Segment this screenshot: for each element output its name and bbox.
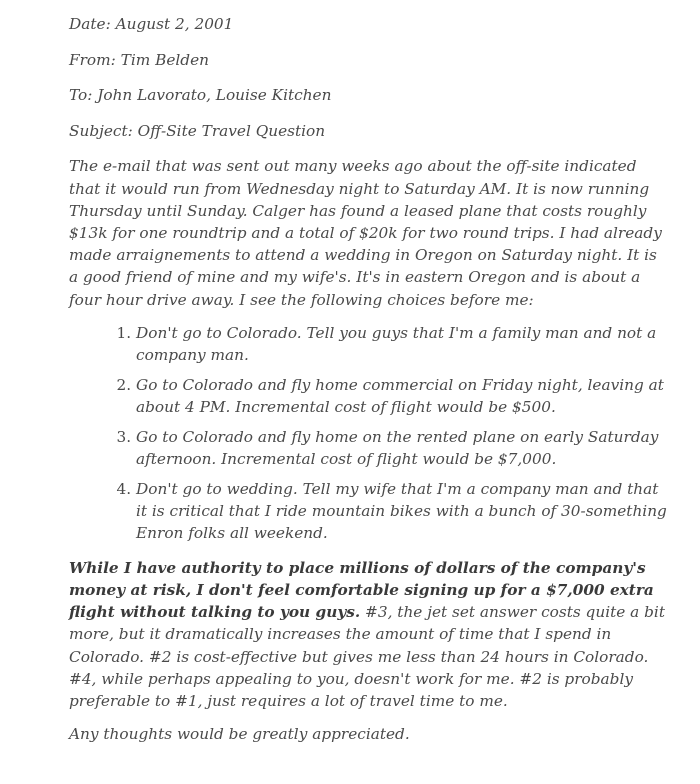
from-line: From: Tim Belden bbox=[69, 50, 210, 69]
list-item: 2. Go to Colorado and fly home commercial on Friday night, leaving at about 4 PM. Incremental cost of flight would be $500. bbox=[136, 374, 670, 418]
choices-list bbox=[69, 322, 670, 545]
closing-paragraph: Any thoughts would be greatly appreciated. bbox=[69, 725, 410, 744]
emphasis-text: While I have authority to place millions of dollars of the company's money at risk, I don't feel comfortable signing up for a $7,000 extra flight without talking to you guys. bbox=[69, 558, 654, 622]
date-line: Date: August 2, 2001 bbox=[69, 15, 234, 33]
intro-paragraph: The e-mail that was sent out many weeks ago about the off-site indicated that it would run from Wednesday night to Saturday AM. It is now running Thursday until Sunday. Calger has found a leased plane that costs roughly $13k for one roundtrip and a total of $20k for two round trips. I had already made arraignements to attend a wedding in Oregon on Saturday night. It is a good friend of mine and my wife's. It's in eastern Oregon and is about a four hour drive away. I see the following choices before me: bbox=[69, 157, 662, 309]
list-item: 4. Don't go to wedding. Tell my wife that I'm a company man and that it is critical that I ride mountain bikes with a bunch of 30-something Enron folks all weekend. bbox=[136, 478, 670, 545]
reasoning-paragraph bbox=[69, 557, 670, 712]
reasoning-text: #3, the jet set answer costs quite a bit more, but it dramatically increases the amount of time that I spend in Colorado. #2 is cost-effective but gives me less than 24 hours in Colorado. #4, while perhaps appealing to you, doesn't work for me. #2 is probably preferable to #1, just requires a lot of travel time to me. bbox=[69, 603, 665, 710]
to-line: To: John Lavorato, Louise Kitchen bbox=[69, 86, 332, 105]
list-item: 1. Don't go to Colorado. Tell you guys that I'm a family man and not a company man. bbox=[136, 322, 670, 366]
subject-line: Subject: Off-Site Travel Question bbox=[69, 121, 326, 140]
list-item: 3. Go to Colorado and fly home on the rented plane on early Saturday afternoon. Incremental cost of flight would be $7,000. bbox=[136, 426, 670, 470]
